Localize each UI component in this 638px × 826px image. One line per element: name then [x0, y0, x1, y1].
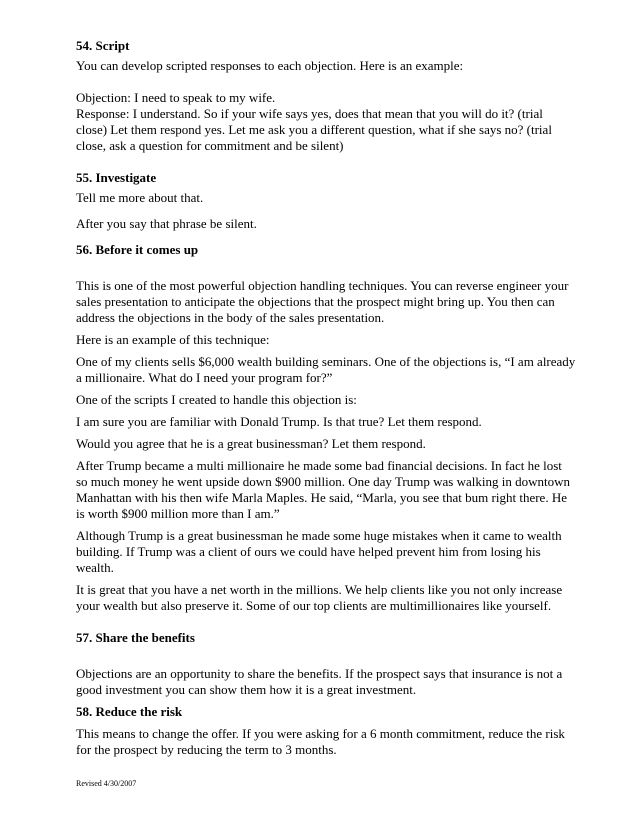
paragraph: Objection: I need to speak to my wife.: [76, 90, 276, 105]
section-heading-54: 54. Script: [76, 38, 130, 53]
document-page: [76, 38, 576, 758]
paragraph: This means to change the offer. If you were asking for a 6 month commitment, reduce the risk for the prospect by reducing the term to 3 months.: [76, 726, 565, 757]
footer-revision-date: Revised 4/30/2007: [76, 779, 137, 788]
paragraph: Tell me more about that.: [76, 190, 204, 205]
paragraph: This is one of the most powerful objection handling techniques. You can reverse engineer your sales presentation to anticipate the objections that the prospect might bring up. You then can address the objections in the body of the sales presentation.: [76, 278, 569, 325]
paragraph: You can develop scripted responses to each objection. Here is an example:: [76, 58, 464, 73]
paragraph: After you say that phrase be silent.: [76, 216, 257, 231]
paragraph: Objections are an opportunity to share the benefits. If the prospect says that insurance is not a good investment you can show them how it is a great investment.: [76, 666, 563, 697]
paragraph: It is great that you have a net worth in the millions. We help clients like you not only increase your wealth but also preserve it. Some of our top clients are multimillionaires like yourself.: [76, 582, 563, 613]
paragraph: Here is an example of this technique:: [76, 332, 270, 347]
paragraph: After Trump became a multi millionaire he made some bad financial decisions. In fact he lost so much money he went upside down $900 million. One day Trump was walking in downtown Manhattan with his then wife Marla Maples. He said, “Marla, you see that bum right there. He is worth $900 million more than I am.”: [76, 458, 570, 521]
paragraph: One of the scripts I created to handle this objection is:: [76, 392, 357, 407]
paragraph: Would you agree that he is a great businessman? Let them respond.: [76, 436, 426, 451]
paragraph: Although Trump is a great businessman he made some huge mistakes when it came to wealth building. If Trump was a client of ours we could have helped prevent him from losing his wealth.: [76, 528, 562, 575]
section-heading-57: 57. Share the benefits: [76, 630, 195, 645]
section-heading-55: 55. Investigate: [76, 170, 157, 185]
paragraph: I am sure you are familiar with Donald Trump. Is that true? Let them respond.: [76, 414, 482, 429]
paragraph: One of my clients sells $6,000 wealth building seminars. One of the objections is, “I am already a millionaire. What do I need your program for?”: [76, 354, 576, 385]
paragraph: Response: I understand. So if your wife says yes, does that mean that you will do it? (trial close) Let them respond yes. Let me ask you a different question, what if she says no? (trial close, ask a question for commitment and be silent): [76, 106, 552, 153]
section-heading-58: 58. Reduce the risk: [76, 704, 183, 719]
section-heading-56: 56. Before it comes up: [76, 242, 199, 257]
